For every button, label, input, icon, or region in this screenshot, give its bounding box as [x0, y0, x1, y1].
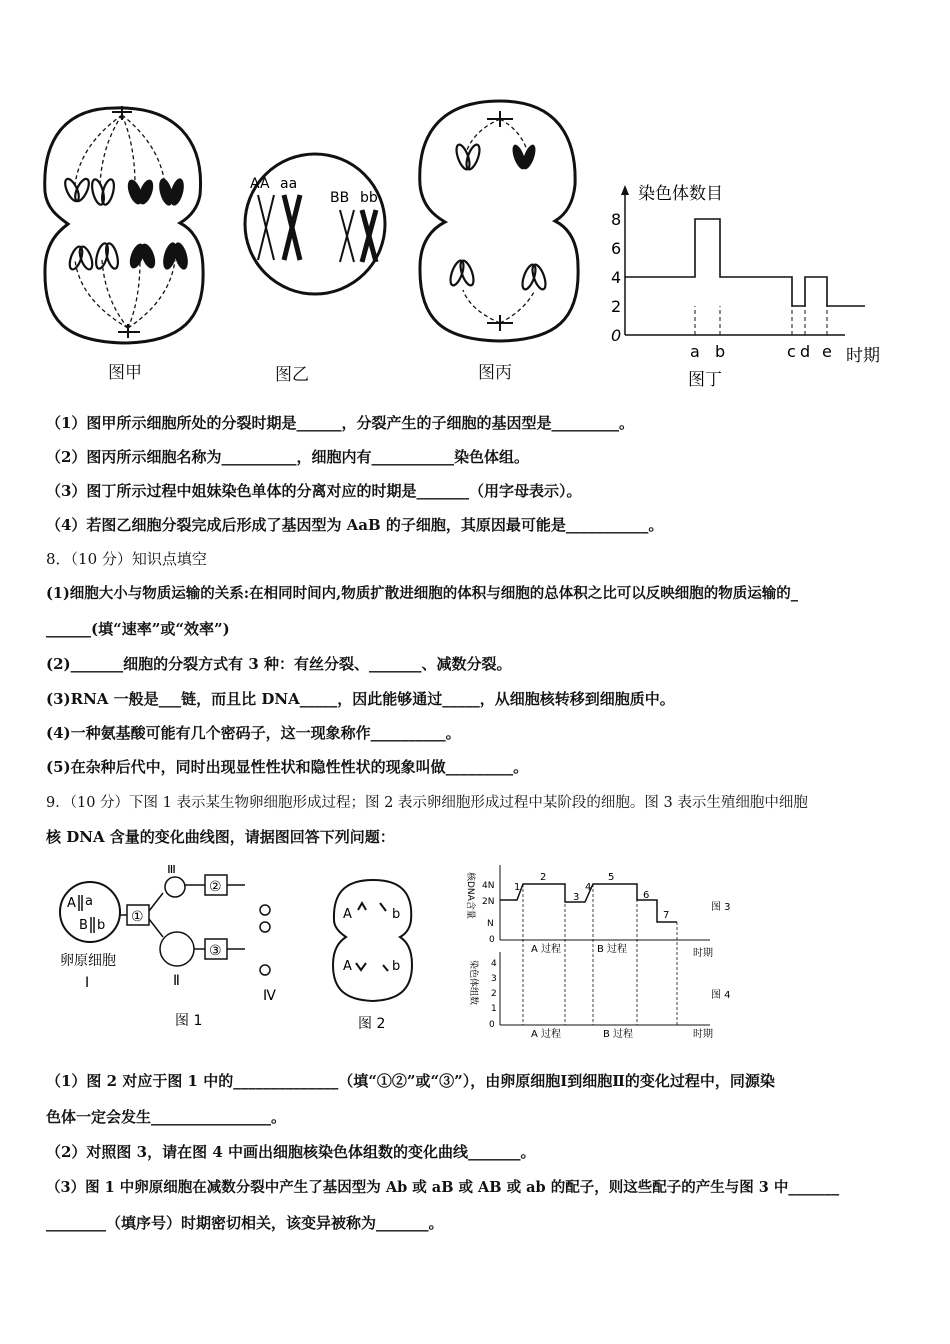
- fig34-stage-7: 7: [663, 910, 670, 921]
- chart-x-marker: b: [715, 342, 726, 361]
- fig34-tick-c3: 3: [491, 974, 497, 984]
- fig34-xlabel-bottom: 时期: [693, 1029, 713, 1040]
- q8-line-4: (4)一种氨基酸可能有几个密码子，这一现象称作__________。: [46, 724, 461, 742]
- fig1-roman-II: Ⅱ: [173, 973, 180, 989]
- fig34-stage-3: 3: [573, 892, 580, 903]
- fig1-cell-label: 卵原细胞: [60, 953, 116, 969]
- fig1-gene-b: b: [97, 918, 106, 933]
- fig34-tick-N: N: [487, 919, 494, 929]
- chart-y-tick: 2: [611, 297, 622, 316]
- fig2-gene-1: A: [343, 907, 352, 922]
- fig34-tick-0a: 0: [489, 935, 495, 945]
- fig34-tick-4N: 4N: [482, 881, 495, 891]
- fig2-gene-3: A: [343, 959, 352, 974]
- q7-line-2: （2）图丙所示细胞名称为__________，细胞内有___________染色体组。: [46, 448, 529, 466]
- chart-x-marker: d: [800, 342, 811, 361]
- gene-label-AA: AA: [250, 176, 270, 192]
- fig2-gene-2: b: [392, 907, 401, 922]
- figure-jia: [40, 100, 210, 355]
- q9-line-1b: 色体一定会发生________________。: [46, 1108, 287, 1126]
- figure-bing: [415, 95, 585, 350]
- q9-line-3a: （3）图 1 中卵原细胞在减数分裂中产生了基因型为 Ab 或 aB 或 AB 或 ab 的配子，则这些配子的产生与图 3 中_______: [46, 1179, 840, 1196]
- chart-y-tick: 6: [611, 239, 622, 258]
- q7-line-1: （1）图甲所示细胞所处的分裂时期是______，分裂产生的子细胞的基因型是_________。: [46, 414, 634, 432]
- fig34-tick-2N: 2N: [482, 897, 495, 907]
- chart-y-arrow: [621, 185, 629, 195]
- fig1-gene-A: A: [67, 896, 76, 911]
- fig34-process-B-2: B 过程: [603, 1029, 634, 1040]
- fig34-process-B: B 过程: [597, 944, 628, 955]
- chart-series-line: [625, 219, 865, 306]
- figure-ding-chart: [600, 175, 900, 395]
- fig34-process-A: A 过程: [531, 944, 562, 955]
- fig34-stage-1: 1: [514, 882, 521, 893]
- q8-line-2: (2)_______细胞的分裂方式有 3 种：有丝分裂、_______、减数分裂。: [46, 655, 512, 673]
- fig34-stage-6: 6: [643, 890, 650, 901]
- fig34-fig3-label: 图 3: [711, 902, 731, 913]
- figure-2: [328, 875, 418, 1035]
- figure-1: [55, 865, 325, 1035]
- q9-heading-a: 9．（10 分）下图 1 表示某生物卵细胞形成过程；图 2 表示卵细胞形成过程中某阶段的细胞。图 3 表示生殖细胞中细胞: [46, 795, 808, 811]
- chart-y-tick: 4: [611, 268, 622, 287]
- q9-line-3b: ________（填序号）时期密切相关，该变异被称为_______。: [46, 1214, 444, 1232]
- fig34-tick-c0: 0: [489, 1020, 495, 1030]
- q9-heading-b: 核 DNA 含量的变化曲线图，请据图回答下列问题：: [46, 828, 395, 846]
- fig34-stage-4: 4: [585, 882, 592, 893]
- figure-yi: [228, 150, 403, 300]
- chart-x-marker: a: [690, 342, 700, 361]
- caption-jia: 图甲: [108, 363, 142, 383]
- fig34-fig4-label: 图 4: [711, 990, 731, 1001]
- fig34-stage-2: 2: [540, 872, 547, 883]
- fig34-stage-5: 5: [608, 872, 615, 883]
- fig1-step-1: ①: [131, 909, 144, 925]
- q7-line-3: （3）图丁所示过程中姐妹染色单体的分离对应的时期是_______（用字母表示）。: [46, 482, 582, 500]
- caption-bing: 图丙: [478, 363, 512, 383]
- fig34-tick-c2: 2: [491, 989, 497, 999]
- chart-x-marker: e: [822, 342, 832, 361]
- chart-title: 图丁: [688, 370, 722, 390]
- fig34-chrom-ylabel: 染色体组数: [468, 960, 478, 1006]
- fig1-gene-a: a: [85, 894, 93, 909]
- q8-heading: 8．（10 分）知识点填空: [46, 550, 207, 568]
- fig1-step-3: ③: [209, 943, 222, 959]
- fig34-process-A-2: A 过程: [531, 1029, 562, 1040]
- fig34-tick-c1: 1: [491, 1004, 497, 1014]
- figure-3-4: [465, 860, 745, 1040]
- fig2-caption: 图 2: [358, 1016, 386, 1032]
- fig1-gene-B: B: [79, 918, 88, 933]
- chart-ylabel: 染色体数目: [638, 184, 723, 204]
- q9-line-2: （2）对照图 3，请在图 4 中画出细胞核染色体组数的变化曲线_______。: [46, 1143, 536, 1161]
- q8-line-5: (5)在杂种后代中，同时出现显性性状和隐性性状的现象叫做_________。: [46, 758, 529, 776]
- q8-line-1a: (1)细胞大小与物质运输的关系:在相同时间内,物质扩散进细胞的体积与细胞的总体积之比可以反映细胞的物质运输的_: [46, 585, 798, 602]
- q7-line-4: （4）若图乙细胞分裂完成后形成了基因型为 AaB 的子细胞，其原因最可能是___________。: [46, 516, 664, 534]
- fig34-dna-ylabel: 核DNA含量: [465, 872, 475, 919]
- fig2-gene-4: b: [392, 959, 401, 974]
- chart-y-tick: 0: [611, 326, 622, 345]
- fig34-tick-c4: 4: [491, 959, 497, 969]
- caption-yi: 图乙: [275, 365, 309, 385]
- fig1-roman-III: Ⅲ: [167, 865, 176, 877]
- fig1-roman-I: Ⅰ: [85, 975, 90, 991]
- fig1-step-2: ②: [209, 879, 222, 895]
- q8-line-1b: ______(填“速率”或“效率”): [46, 620, 230, 638]
- chart-xlabel: 时期: [846, 346, 880, 366]
- gene-label-bb: bb: [360, 190, 378, 206]
- fig1-roman-IV: Ⅳ: [263, 988, 276, 1004]
- fig1-caption: 图 1: [175, 1013, 203, 1029]
- gene-label-aa: aa: [280, 176, 298, 192]
- fig34-xlabel-top: 时期: [693, 948, 713, 959]
- q9-line-1a: （1）图 2 对应于图 1 中的______________（填“①②”或“③”），由卵原细胞Ⅰ到细胞Ⅱ的变化过程中，同源染: [46, 1072, 775, 1090]
- chart-y-tick: 8: [611, 210, 622, 229]
- q8-line-3: (3)RNA 一般是___链，而且比 DNA_____，因此能够通过_____，从细胞核转移到细胞质中。: [46, 690, 675, 708]
- gene-label-BB: BB: [330, 190, 350, 206]
- chart-x-marker: c: [787, 342, 796, 361]
